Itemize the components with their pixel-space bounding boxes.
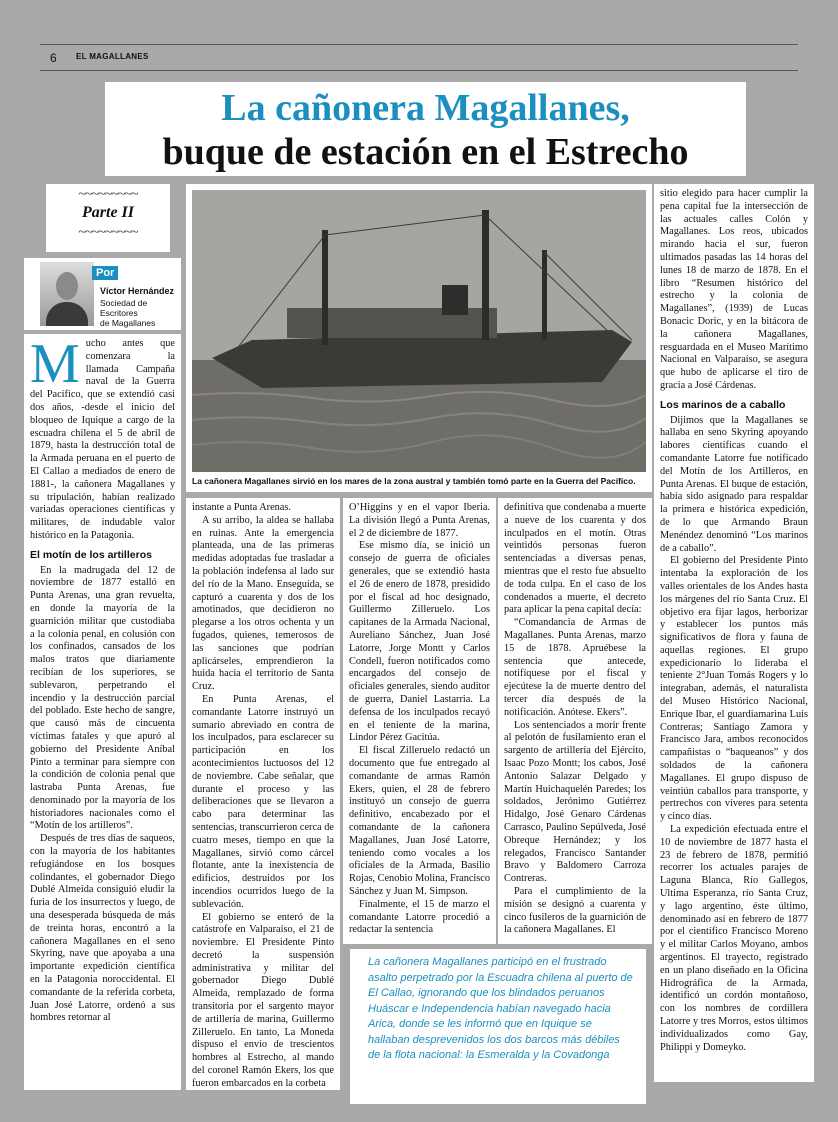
paragraph: El fiscal Zilleruelo redactó un documento que fue entregado al comandante de armas Ramón Ekers, quien, el 28 de febrero instituyó un consejo de guerra definitivo, encabezado por el comandante de la cañonera Magallanes, Juan José Latorre, teniendo como vocales a los oficiales de la Armada, Basilio Rojas, Cenobio Molina, Francisco Sánchez y Juan M. Simpson.: [349, 745, 490, 897]
paragraph: Finalmente, el 15 de marzo el comandante Latorre procedió a redactar la sentencia: [349, 898, 490, 936]
ship-photo: [192, 190, 646, 472]
article-column-4: [498, 498, 652, 944]
article-column-3: [343, 498, 496, 944]
article-column-5: [654, 184, 814, 1082]
paragraph: Para el cumplimiento de la misión se designó a cuarenta y cinco fusileros de la guarnición de la cañonera Magallanes. El: [504, 885, 646, 936]
paragraph: definitiva que condenaba a muerte a nueve de los cuarenta y dos inculpados en el motín. Otras veintidós personas fueron sentenciadas a diversas penas, mientras que el resto fue absuelto de toda culpa. En el caso de los condenados a muerte, el decreto para aplicar la pena capital decía:: [504, 502, 646, 616]
paragraph: En la madrugada del 12 de noviembre de 1877 estalló en Punta Arenas, una gran revuelta, en donde la mayoría de la guarnición militar que custodiaba a la colonia penal, en colusión con los confinados, cansados de los malos tratos que diariamente recibían de los superiores, se sublevaron, perpetrando el incendio y la destrucción parcial del poblado. Este hecho de sangre, que causó más de cincuenta víctimas fatales y que apuró al gobierno del Presidente Aníbal Pinto a terminar para siempre con la condición de colonia penal que lastraba Punta Arenas, fue denominado por la mayoría de los historiadores nacionales como el “Motín de los artilleros”.: [30, 564, 175, 832]
headline-line-2: buque de estación en el Estrecho: [162, 131, 689, 173]
subheading-motin: El motín de los artilleros: [30, 548, 152, 561]
header-top-rule: [40, 44, 798, 45]
ornament-top-icon: ~~~~~~~~~: [78, 187, 138, 202]
paragraph: A su arribo, la aldea se hallaba en ruinas. Ante la emergencia planteada, una de las primeras medidas adoptadas fue trasladar a la población indefensa al lado sur del río de la Mano. Enseguida, se capturó a cuarenta y dos de los amotinados, que decidieron no plegarse a los otros ochenta y un fugados, quienes, temerosos de las sanciones que podrían aplicárseles, emprendieron la huida hacia el territorio de Santa Cruz.: [192, 514, 334, 693]
article-column-1: Mucho antes que comenzara la llamada Campaña naval de la Guerra del Pacífico, que se extendió casi dos años, -desde el inicio del bloqueo de Iquique a cargo de la escuadra chilena el 5 de abril de 1879, hasta la destrucción total de la Armada peruana en el puerto de El Callao a mediados de enero de 1881-, la cañonera Magallanes y su tripulación, habían realizado variadas operaciones científicas y militares, de indudable valor histórico en la Patagonia. El motín de los artilleros En la madrugada del 12 de noviembre de 1877 estalló en Punta Arenas, una gran revuelta, en donde la mayoría de la guarnición militar que custodiaba a la colonia penal, en colusión con los confinados, cansados de los malos tratos que diariamente recibían de los superiores, se sublevaron, perpetrando el incendio y la destrucción parcial del poblado. Este hecho de sangre, que causó más de cincuenta víctimas fatales y que apuró al gobierno del Presidente Aníbal Pinto a terminar para siempre con la condición de colonia penal que lastraba Punta Arenas, fue denominado por la mayoría de los historiadores nacionales como el “Motín de los artilleros”. Después de tres días de saqueos, con la mayoría de los habitantes refugiándose en los bosques colindantes, el gobernador Diego Dublé Almeida consiguió eludir la furia de los insurrectos y luego, de una desesperada búsqueda de más de treinta horas, encontró a la cañonera Magallanes en el seno Skyring, nave que apoyaba a una importante expedición científica en la Patagonia noroccidental. El comandante de la referida corbeta, Juan José Latorre, ordenó a sus hombres retornar al: [24, 334, 181, 1090]
paragraph: El gobierno se enteró de la catástrofe en Valparaíso, el 21 de noviembre. El Presidente Pinto decretó la suspensión administrativa y militar del gobernador Diego Dublé Almeida, remplazado de forma transitoria por el sargento mayor de artillería de marina, Guillermo Zilleruelo. En tanto, La Moneda dispuso el envío de trescientos hombres al Estrecho, al mando del coronel Ramón Ekers, los que fueron embarcados en la corbeta: [192, 911, 334, 1089]
header-bottom-rule: [40, 70, 798, 71]
paragraph: Después de tres días de saqueos, con la mayoría de los habitantes refugiándose en los bosques colindantes, el gobernador Diego Dublé Almeida consiguió eludir la furia de los insurrectos y luego, de una desesperada búsqueda de más de treinta horas, encontró a la cañonera Magallanes en el seno Skyring, nave que apoyaba a una importante expedición científica en la Patagonia noroccidental. El comandante de la referida corbeta, Juan José Latorre, ordenó a sus hombres retornar al: [30, 833, 175, 1024]
paragraph: Dijimos que la Magallanes se hallaba en seno Skyring apoyando labores científicas cuando el comandante Latorre fue notificado del Motín de los Artilleros, en Punta Arenas. El buque de estación, había sido asignado para respaldar la primera e histórica expedición, de lo que Armando Braun Menéndez denominó “Los marinos de a caballo”.: [660, 414, 808, 554]
pull-quote-box: [350, 949, 646, 1104]
article-column-2: [186, 498, 340, 1090]
paragraph: Los sentenciados a morir frente al pelotón de fusilamiento eran el sargento de artillería del Ejército, Isaac Pozo Montt; los cabos, José Antonio Salazar Delgado y Martín Huichaquelén Paredes; los soldados, Jerónimo Gutiérrez Hidalgo, José Genaro Cárdenas Carrasco, Paulino Sepúlveda, José Obreque Hernández; y los relegados, Francisco Santander Bravo y Baldomero Carroza Contreras.: [504, 719, 646, 885]
series-part-label: Parte II: [82, 204, 134, 221]
subheading-marinos: Los marinos de a caballo: [660, 398, 786, 411]
author-name: Víctor Hernández: [100, 286, 175, 296]
photo-caption: La cañonera Magallanes sirvió en los mares de la zona austral y también tomó parte en la Guerra del Pacífico.: [192, 476, 636, 486]
pull-quote: La cañonera Magallanes participó en el frustrado asalto perpetrado por la Escuadra chilena al puerto de El Callao, ignorando que los blindados peruanos Huáscar e Independencia habían navegado hacia Arica, donde se les informó que en Iquique se hallaban desprevenidos los dos barcos más débiles de la flota nacional: la Esmeralda y la Covadonga: [368, 956, 633, 1061]
ornament-bottom-icon: ~~~~~~~~~: [78, 225, 138, 240]
drop-cap: M: [30, 334, 80, 395]
author-photo: [40, 262, 94, 326]
paragraph: “Comandancia de Armas de Magallanes. Punta Arenas, marzo 15 de 1878. Apruébese la sentencia que antecede, notifíquese por el fiscal y ejecútese la de muerte dentro del tercer día después de la notificación. Anótese. Ekers”.: [504, 617, 646, 718]
paragraph: Ese mismo día, se inició un consejo de guerra de oficiales generales, que se extendió hasta el 26 de enero de 1878, presidido por el fiscal ad hoc designado, Guillermo Zilleruelo. Los capitanes de la Armada Nacional, Aureliano Sánchez, Juan José Latorre, Jorge Montt y Carlos Condell, fueron notificados como encargados del consejo de oficiales generales, siendo auditor de guerra, Daniel Lastarria. La defensa de los inculpados recayó en el teniente de la marina, Lindor Pérez Gacitúa.: [349, 540, 490, 744]
por-badge: Por: [92, 266, 118, 280]
page-number: 6: [50, 51, 57, 65]
paragraph: instante a Punta Arenas.: [192, 502, 291, 513]
newspaper-name: EL MAGALLANES: [76, 52, 149, 61]
series-part-box: [46, 184, 170, 252]
paragraph: La expedición efectuada entre el 10 de noviembre de 1877 hasta el 23 de febrero de 1878, permitió recorrer los actuales parajes de Laguna Blanca, Río Gallegos, Ultima Esperanza, río Santa Cruz, y lago argentino, éste último, denominado así en febrero de 1877 por el científico Francisco Moreno y el militar Carlos Moyano, ambos argentinos. El trayecto, registrado en un plano diseñado en la Oficina Hidrográfica de la Armada, identificó un cordón montañoso, con los nombres de cordillera Latorre y tres Morros, estos últimos individualizados como Gay, Philippi y Domeyko.: [660, 824, 808, 1053]
headline-line-1: La cañonera Magallanes,: [221, 87, 630, 129]
paragraph: El gobierno del Presidente Pinto intentaba la exploración de los valles orientales de los Andes hasta los márgenes del río Santa Cruz. El objetivo era fijar lagos, herborizar y establecer los puntos más significativos de flora y fauna de aquellas regiones. El grupo expedicionario lo lideraba el teniente 2°Juan Tomás Rogers y lo integraban, además, el naturalista del Museo Histórico Nacional, Enrique Ibar, el guardiamarina Luis Contreras; Santiago Zamora y Francisco Jara, ambos reconocidos campañistas o “baqueanos” y dos soldados de la cañonera Magallanes. El grupo dispuso de veintiún caballos para transporte, y pertrechos con víveres para setenta y cinco días.: [660, 555, 808, 823]
photo-box: [186, 184, 652, 492]
author-affiliation: Sociedad de Escritores de Magallanes: [100, 298, 156, 328]
headline-box: [105, 82, 746, 176]
author-byline: [24, 258, 181, 330]
paragraph: En Punta Arenas, el comandante Latorre instruyó un sumario abreviado en contra de los inculpados, para esclarecer su participación en los acontecimientos luctuosos del 12 de noviembre. Cabe señalar, que durante el proceso y las deliberaciones que se llevaron a cabo para determinar las sentencias, transcurrieron cerca de cuatro meses, tiempo en que la Magallanes, sirvió como cárcel flotante, ante la inexistencia de edificios, destruidos por los incendios ocurridos luego de la sublevación.: [192, 693, 334, 910]
paragraph: sitio elegido para hacer cumplir la pena capital fue la intersección de las actuales calles Colón y Magallanes. Los reos, ubicados mirando hacia el sur, fueron ultimados pasadas las 14 horas del lunes 18 de marzo de 1878. En el libro “Resumen histórico del estrecho y la colonia de Magallanes”, (1939) de Lucas Bonacic Doric, y en la bitácora de la cañonera Magallanes, resguardada en el Museo Marítimo Nacional en Valparaíso, se asegura que hubo de aplicarse el tiro de gracia a José Cárdenas.: [660, 188, 808, 391]
paragraph: O’Higgins y en el vapor Iberia. La división llegó a Punta Arenas, el 2 de diciembre de 1877.: [349, 502, 490, 539]
